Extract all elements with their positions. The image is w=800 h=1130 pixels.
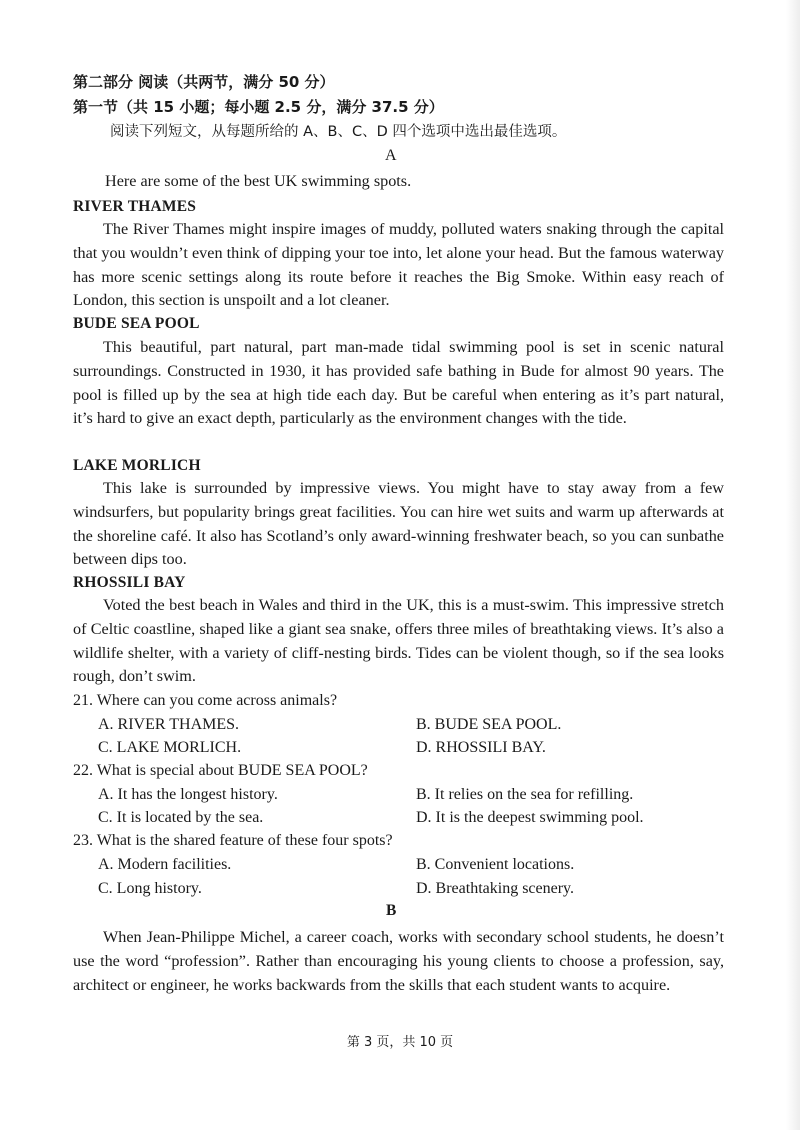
question-option[interactable]: A. RIVER THAMES.: [98, 716, 240, 733]
passage-a-letter: A: [385, 147, 397, 164]
passage-b-letter: B: [386, 902, 397, 919]
spot-heading: RIVER THAMES: [73, 198, 197, 215]
question-stem: 21. Where can you come across animals?: [73, 692, 338, 709]
spot-heading: BUDE SEA POOL: [73, 315, 200, 332]
question-stem: 22. What is special about BUDE SEA POOL?: [73, 762, 368, 779]
spot-heading: RHOSSILI BAY: [73, 574, 186, 591]
question-option[interactable]: C. LAKE MORLICH.: [98, 739, 242, 756]
question-option[interactable]: C. It is located by the sea.: [98, 809, 264, 826]
question-option[interactable]: B. It relies on the sea for refilling.: [416, 786, 634, 803]
passage-a-intro: Here are some of the best UK swimming spots.: [105, 172, 412, 190]
scan-edge-shadow: [786, 0, 800, 1130]
question-option[interactable]: B. Convenient locations.: [416, 856, 575, 873]
part-title: 第二部分 阅读（共两节，满分 50 分）: [73, 73, 335, 91]
spot-text: This lake is surrounded by impressive views. You might have to stay away from a few windsurfers, but popularity brings great facilities. You can hire wet suits and warm up afterwards at the shoreline café. It also has Scotland’s only award-winning freshwater beach, so you can sunbathe between dips too.: [73, 479, 724, 569]
question-option[interactable]: D. RHOSSILI BAY.: [416, 739, 546, 756]
spot-text: Voted the best beach in Wales and third in the UK, this is a must-swim. This impressive stretch of Celtic coastline, shaped like a giant sea snake, offers three miles of breathtaking views. It’s also a wildlife shelter, with a variety of cliff-nesting birds. Tides can be violent though, so if the sea looks rough, don’t swim.: [73, 596, 724, 686]
question-option[interactable]: D. Breathtaking scenery.: [416, 880, 575, 897]
spot-text: The River Thames might inspire images of muddy, polluted waters snaking through the capital that you wouldn’t even think of dipping your toe into, let alone your head. But the famous waterway has more scenic settings along its route before it reaches the Big Smoke. Within easy reach of London, this section is unspoilt and a lot cleaner.: [73, 220, 724, 310]
question-option[interactable]: B. BUDE SEA POOL.: [416, 716, 562, 733]
instruction: 阅读下列短文，从每题所给的 A、B、C、D 四个选项中选出最佳选项。: [110, 124, 567, 140]
passage-b-text: When Jean-Philippe Michel, a career coach, works with secondary school students, he doesn’t use the word “profession”. Rather than encouraging his young clients to choose a profession, say, architect or engineer, he works backwards from the skills that each student wants to acquire.: [73, 928, 724, 994]
question-option[interactable]: C. Long history.: [98, 880, 202, 897]
page-number: 第 3 页，共 10 页: [346, 1035, 454, 1050]
spot-heading: LAKE MORLICH: [73, 457, 201, 474]
spot-text: This beautiful, part natural, part man-made tidal swimming pool is set in scenic natural surroundings. Constructed in 1930, it has provided safe bathing in Bude for almost 90 years. The pool is filled up by the sea at high tide each day. But be careful when entering as it’s part natural, it’s hard to give an exact depth, particularly as the environment changes with the tide.: [73, 338, 724, 428]
question-option[interactable]: A. It has the longest history.: [98, 786, 278, 803]
question-option[interactable]: A. Modern facilities.: [98, 856, 232, 873]
question-option[interactable]: D. It is the deepest swimming pool.: [416, 809, 644, 826]
subsection-title: 第一节（共 15 小题；每小题 2.5 分，满分 37.5 分）: [73, 98, 444, 116]
question-stem: 23. What is the shared feature of these four spots?: [73, 832, 393, 849]
